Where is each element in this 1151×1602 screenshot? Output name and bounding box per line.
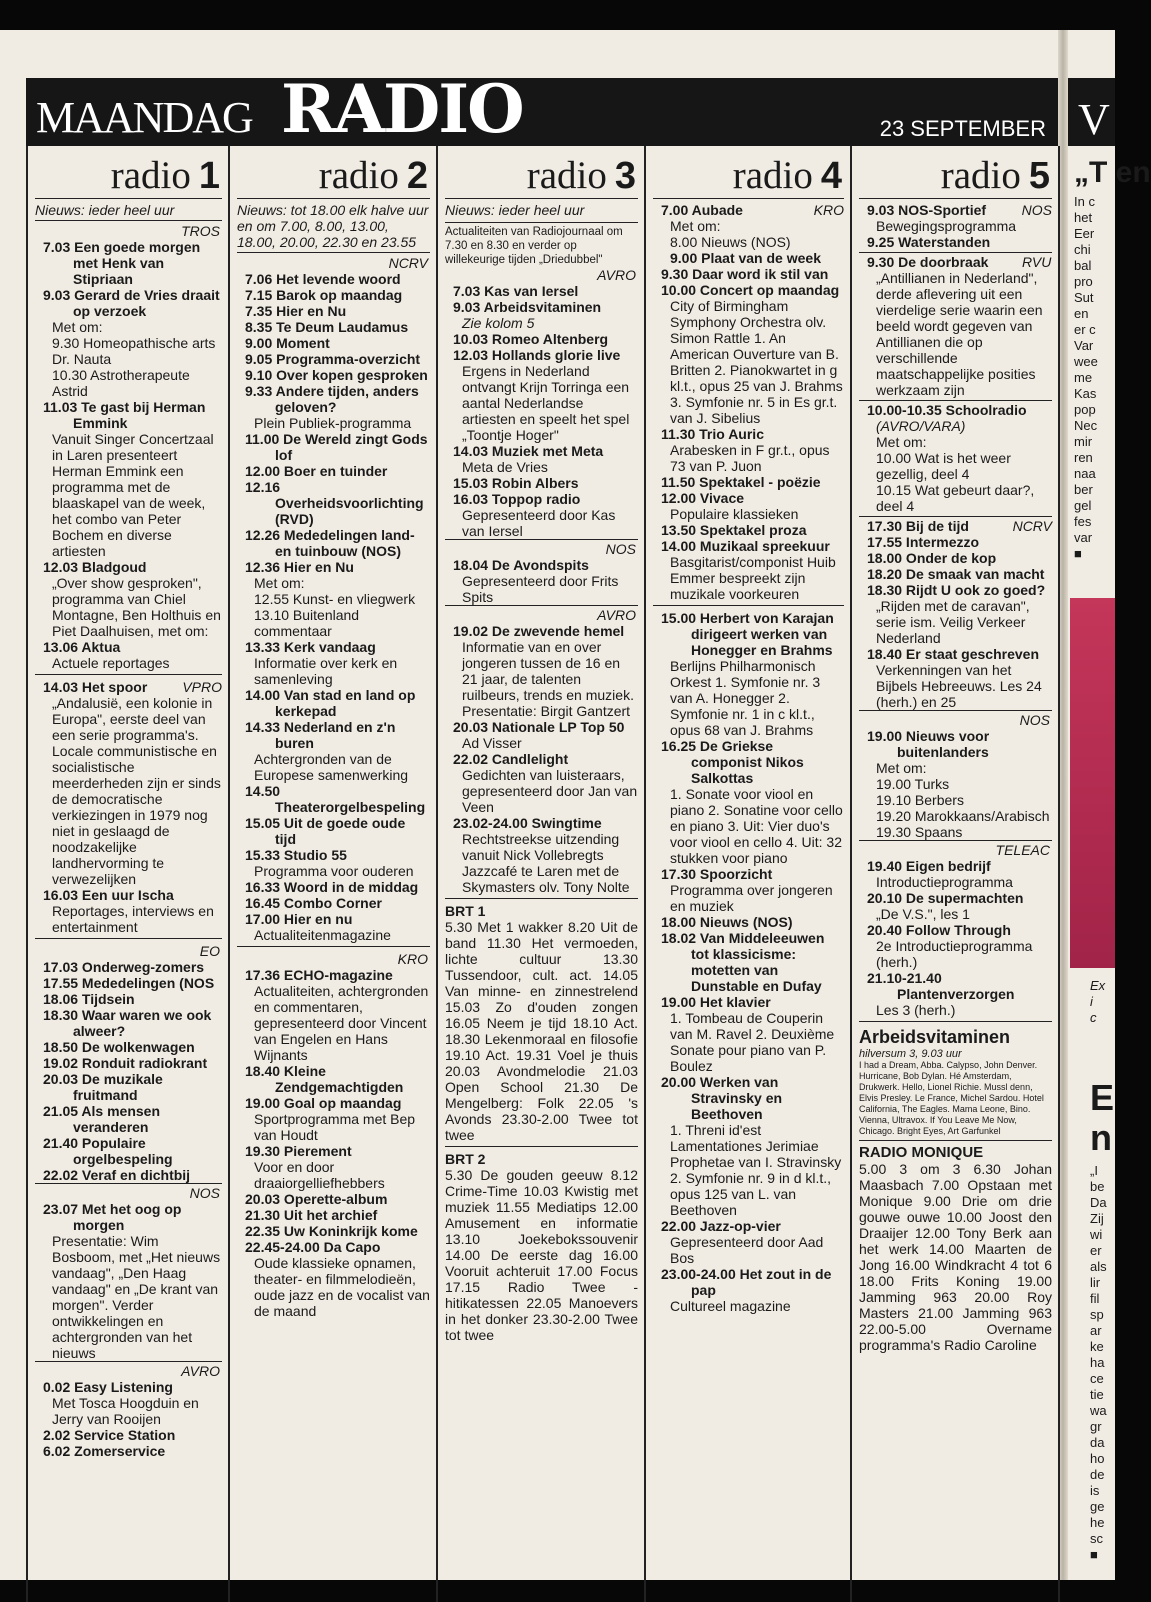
program-title: 19.40 Eigen bedrijf <box>859 858 1052 874</box>
program-title: 23.00-24.00 Het zout in de pap <box>653 1266 844 1298</box>
adjacent-caption-line: c <box>1090 1010 1105 1026</box>
program-title: 17.55 Intermezzo <box>859 534 1052 550</box>
small-note: Actualiteiten van Radiojournaal om 7.30 en 8.30 en verder op willekeurige tijden „Driedubbel" <box>445 222 638 267</box>
program-title: 17.36 ECHO-magazine <box>237 967 430 983</box>
adjacent-text-line: wa <box>1090 1403 1120 1419</box>
program-desc: Met om: <box>237 575 430 591</box>
program-desc: 19.20 Marokkaans/Arabisch <box>859 808 1052 824</box>
adjacent-headline-2 <box>1090 1078 1114 1158</box>
program-title: 22.02 Veraf en dichtbij <box>35 1167 222 1183</box>
program-title: 14.50 Theaterorgelbespeling <box>237 783 430 815</box>
program-title: 6.02 Zomerservice <box>35 1443 222 1459</box>
adjacent-caption <box>1090 978 1105 1026</box>
broadcaster: TELEAC <box>859 840 1052 858</box>
news-note: Nieuws: ieder heel uur <box>35 202 222 221</box>
program-title: 17.55 Mededelingen (NOS <box>35 975 222 991</box>
channel-number: 1 <box>199 155 220 197</box>
program-desc: Informatie over kerk en samenleving <box>237 655 430 687</box>
divider <box>859 400 1052 401</box>
adjacent-headline-line: E <box>1090 1078 1114 1118</box>
radio1-header <box>35 146 222 199</box>
broadcaster: AVRO <box>445 605 638 623</box>
program-title: 14.03 Het spoor VPRO <box>35 679 222 695</box>
program-desc: Met om: <box>653 218 844 234</box>
program-desc: 1. Tombeau de Couperin van M. Ravel 2. Deuxième Sonate pour piano van P. Boulez <box>653 1010 844 1074</box>
program-title: 17.03 Onderweg-zomers <box>35 959 222 975</box>
program-desc: Actualiteiten, achtergronden en commentaren, gepresenteerd door Vincent van Engelen en Hans Wijnants <box>237 983 430 1063</box>
adjacent-banner: V <box>1068 78 1115 146</box>
program-title: 9.05 Programma-overzicht <box>237 351 430 367</box>
program-desc: Gepresenteerd door Kas van Iersel <box>445 507 638 539</box>
program-desc: Informatie van en over jongeren tussen de 16 en 21 jaar, de talenten ruilbeurs, trends en muziek. Presentatie: Birgit Gantzert <box>445 639 638 719</box>
program-title: 9.33 Andere tijden, anders geloven? <box>237 383 430 415</box>
adjacent-text-line: gr <box>1090 1419 1120 1435</box>
program-desc: Actualiteitenmagazine <box>237 927 430 943</box>
broadcaster: KRO <box>237 951 430 967</box>
program-title: 11.50 Spektakel - poëzie <box>653 474 844 490</box>
broadcaster: NCRV <box>237 255 430 271</box>
channel-name: radio <box>527 154 607 197</box>
radio3-column <box>438 146 646 1602</box>
adjacent-text-line: fil <box>1090 1291 1120 1307</box>
program-title: 15.00 Herbert von Karajan dirigeert werken van Honegger en Brahms <box>653 610 844 658</box>
adjacent-text-line: ke <box>1090 1339 1120 1355</box>
adjacent-text-line: lir <box>1090 1275 1120 1291</box>
program-title: 19.00 Nieuws voor buitenlanders <box>859 728 1052 760</box>
program-title: 21.10-21.40 Plantenverzorgen <box>859 970 1052 1002</box>
program-title: 18.00 Nieuws (NOS) <box>653 914 844 930</box>
program-title: 20.03 Operette-album <box>237 1191 430 1207</box>
adjacent-text-line: Var <box>1074 338 1115 354</box>
program-title: 9.30 De doorbraak RVU <box>859 254 1052 270</box>
adjacent-text-line: Zij <box>1090 1211 1120 1227</box>
program-title: 21.40 Populaire orgelbespeling <box>35 1135 222 1167</box>
adjacent-text-line: Nec <box>1074 418 1115 434</box>
program-title: 11.00 De Wereld zingt Gods lof <box>237 431 430 463</box>
program-title: 18.40 Kleine Zendgemachtigden <box>237 1063 430 1095</box>
divider <box>445 1146 638 1147</box>
program-desc: Voor en door draaiorgelliefhebbers <box>237 1159 430 1191</box>
program-title: 10.00 Concert op maandag <box>653 282 844 298</box>
program-desc: 10.30 Astrotherapeute Astrid <box>35 367 222 399</box>
program-title: 19.02 De zwevende hemel <box>445 623 638 639</box>
program-title: 19.00 Goal op maandag <box>237 1095 430 1111</box>
program-desc: Met om: <box>859 434 1052 450</box>
program-columns <box>26 146 1058 1602</box>
adjacent-text-line: ber <box>1074 482 1115 498</box>
adjacent-text-line: sp <box>1090 1307 1120 1323</box>
program-title: 22.45-24.00 Da Capo <box>237 1239 430 1255</box>
program-title: 18.06 Tijdsein <box>35 991 222 1007</box>
program-title: 9.03 NOS-Sportief NOS <box>859 202 1052 218</box>
radio3-header <box>445 146 638 199</box>
program-title: 7.00 Aubade KRO <box>653 202 844 218</box>
program-desc: 10.15 Wat gebeurt daar?, deel 4 <box>859 482 1052 514</box>
adjacent-text-line: ■ <box>1074 546 1115 562</box>
program-title: 14.33 Nederland en z'n buren <box>237 719 430 751</box>
program-title: 7.03 Een goede morgen met Henk van Stipriaan <box>35 239 222 287</box>
program-title: 13.33 Kerk vandaag <box>237 639 430 655</box>
divider <box>859 1021 1052 1022</box>
program-desc: Met om: <box>859 760 1052 776</box>
program-title: 20.03 De muzikale fruitmand <box>35 1071 222 1103</box>
radio4-header <box>653 146 844 199</box>
program-title: 20.03 Nationale LP Top 50 <box>445 719 638 735</box>
channel-number: 5 <box>1029 155 1050 197</box>
adjacent-text-line: mir <box>1074 434 1115 450</box>
adjacent-text-line: me <box>1074 370 1115 386</box>
arbeidsvitaminen-playlist: I had a Dream, Abba. Calypso, John Denver. Hurricane, Bob Dylan. Hé Amsterdam, Drukwerk. Hello, Lionel Richie. Mussl denn, Elvis Presley. Le France, Michel Sardou. Hotel California, The Eagles. Mama Leone, Bino. Vienna, Ultravox. If You Leave Me Now, Chicago. Bright Eyes, Art Garfunkel <box>859 1060 1052 1137</box>
program-desc: Ergens in Nederland ontvangt Krijn Torringa een aantal Nederlandse artiesten en speelt het spel „Toontje Hoger" <box>445 363 638 443</box>
program-title: 18.00 Onder de kop <box>859 550 1052 566</box>
program-title: 9.03 Gerard de Vries draait op verzoek <box>35 287 222 319</box>
program-title: 19.30 Pierement <box>237 1143 430 1159</box>
program-desc: 8.00 Nieuws (NOS) <box>653 234 844 250</box>
adjacent-caption-line: i <box>1090 994 1105 1010</box>
adjacent-text-line: en <box>1074 306 1115 322</box>
program-title: 18.04 De Avondspits <box>445 557 638 573</box>
program-title: 12.26 Mededelingen land- en tuinbouw (NOS) <box>237 527 430 559</box>
arbeidsvitaminen-heading: Arbeidsvitaminen <box>859 1026 1052 1048</box>
adjacent-text-line: ha <box>1090 1355 1120 1371</box>
adjacent-text-line: naa <box>1074 466 1115 482</box>
broadcaster: NOS <box>35 1183 222 1201</box>
program-title: 0.02 Easy Listening <box>35 1379 222 1395</box>
program-desc: Programma over jongeren en muziek <box>653 882 844 914</box>
program-title: 7.35 Hier en Nu <box>237 303 430 319</box>
program-title: 22.00 Jazz-op-vier <box>653 1218 844 1234</box>
program-desc: Programma voor ouderen <box>237 863 430 879</box>
adjacent-text-line: Sut <box>1074 290 1115 306</box>
program-title: 2.02 Service Station <box>35 1427 222 1443</box>
program-title: 18.20 De smaak van macht <box>859 566 1052 582</box>
program-desc: Presentatie: Wim Bosboom, met „Het nieuws vandaag", „Den Haag vandaag" en „De krant van morgen". Verder ontwikkelingen en achtergronden van het nieuws <box>35 1233 222 1361</box>
program-title: 20.00 Werken van Stravinsky en Beethoven <box>653 1074 844 1122</box>
adjacent-text-line: ■ <box>1090 1547 1120 1563</box>
divider <box>859 252 1052 253</box>
program-title: 15.33 Studio 55 <box>237 847 430 863</box>
program-title: 12.16 Overheidsvoorlichting (RVD) <box>237 479 430 527</box>
news-note: Nieuws: ieder heel uur <box>445 202 638 220</box>
adjacent-text-line: pop <box>1074 402 1115 418</box>
program-desc: Verkenningen van het Bijbels Hebreeuws. Les 24 (herh.) en 25 <box>859 662 1052 710</box>
adjacent-caption-line: Ex <box>1090 978 1105 994</box>
program-desc: Gedichten van luisteraars, gepresenteerd door Jan van Veen <box>445 767 638 815</box>
channel-name: radio <box>319 154 399 197</box>
program-title: 20.10 De supermachten <box>859 890 1052 906</box>
page-title: RADIO <box>281 76 523 142</box>
broadcaster: NOS <box>859 710 1052 728</box>
program-desc: 10.00 Wat is het weer gezellig, deel 4 <box>859 450 1052 482</box>
program-title: 12.03 Bladgoud <box>35 559 222 575</box>
news-note: Nieuws: tot 18.00 elk halve uur en om 7.00, 8.00, 13.00, 18.00, 20.00, 22.30 en 23.55 <box>237 202 430 253</box>
program-desc: Met Tosca Hoogduin en Jerry van Rooijen <box>35 1395 222 1427</box>
program-title: 7.15 Barok op maandag <box>237 287 430 303</box>
adjacent-text-line: pro <box>1074 274 1115 290</box>
program-title: 10.03 Romeo Altenberg <box>445 331 638 347</box>
program-title: 8.35 Te Deum Laudamus <box>237 319 430 335</box>
program-desc: „De V.S.", les 1 <box>859 906 1052 922</box>
adjacent-text-line: „I <box>1090 1163 1120 1179</box>
adjacent-text-line: In c <box>1074 194 1115 210</box>
program-desc: Reportages, interviews en entertainment <box>35 903 222 935</box>
program-title: 9.10 Over kopen gesproken <box>237 367 430 383</box>
program-desc: Plein Publiek-programma <box>237 415 430 431</box>
adjacent-text-line: he <box>1090 1515 1120 1531</box>
program-title: 18.30 Waar waren we ook alweer? <box>35 1007 222 1039</box>
brt1-schedule: 5.30 Met 1 wakker 8.20 Uit de band 11.30 Het vermoeden, lichte cultuur 13.30 Tussendoor, cult. act. 14.05 Van minne- en zinnestrelend 15.03 Zo d'ouden zongen 16.05 Neem je tijd 18.10 Act. 18.30 Lekenmoraal en filosofie 19.10 Act. 19.31 Voel je thuis 20.03 Avondmelodie 21.03 Open School 21.30 De Mengelberg: Folk 22.05 's Avonds 23.30-2.00 Twee tot twee <box>445 919 638 1143</box>
program-title: 14.03 Muziek met Meta <box>445 443 638 459</box>
radio5-column <box>852 146 1060 1602</box>
program-desc: Berlijns Philharmonisch Orkest 1. Symfonie nr. 3 van A. Honegger 2. Symfonie nr. 1 in c kl.t., opus 68 van J. Brahms <box>653 658 844 738</box>
radio-monique-schedule: 5.00 3 om 3 6.30 Johan Maasbach 7.00 Opstaan met Monique 9.00 Drie om drie gouwe ouwe 10.00 Joost den Draaijer 12.00 Tony Berk aan het werk 14.00 Maarten de Jong 16.00 Windkracht 4 tot 6 18.00 Frits Koning 19.00 Jamming 963 20.00 Roy Masters 21.00 Jamming 963 22.00-5.00 Overname programma's Radio Caroline <box>859 1161 1052 1353</box>
divider <box>445 898 638 899</box>
program-desc: Vanuit Singer Concertzaal in Laren presenteert Herman Emmink een programma met de blaaskapel van de week, het combo van Peter Bochem en diverse artiesten <box>35 431 222 559</box>
radio5-header <box>859 146 1052 199</box>
program-desc: „Andalusië, een kolonie in Europa", eerste deel van een serie programma's. Locale communistische en socialistische meerderheden zijn er sinds de democratische verkiezingen in 1979 nog niet in geslaagd de noodzakelijke landhervorming te verwezelijken <box>35 695 222 887</box>
program-desc: „Over show gesproken", programma van Chiel Montagne, Ben Holthuis en Piet Daalhuisen, met om: <box>35 575 222 639</box>
adjacent-text-line: gel <box>1074 498 1115 514</box>
program-title: 19.00 Het klavier <box>653 994 844 1010</box>
program-desc: Gepresenteerd door Frits Spits <box>445 573 638 605</box>
adjacent-photo <box>1070 598 1115 968</box>
channel-number: 2 <box>407 155 428 197</box>
program-desc: 19.10 Berbers <box>859 792 1052 808</box>
adjacent-text-line: Da <box>1090 1195 1120 1211</box>
adjacent-text-line: ce <box>1090 1371 1120 1387</box>
program-title: 21.30 Uit het archief <box>237 1207 430 1223</box>
divider <box>859 1140 1052 1141</box>
program-title: 9.03 Arbeidsvitaminen <box>445 299 638 315</box>
adjacent-text-line: wee <box>1074 354 1115 370</box>
broadcaster: NCRV <box>1043 518 1052 534</box>
divider <box>653 605 844 606</box>
program-desc: Bewegingsprogramma <box>859 218 1052 234</box>
program-desc: Cultureel magazine <box>653 1298 844 1314</box>
channel-number: 4 <box>821 155 842 197</box>
program-desc: 12.55 Kunst- en vliegwerk <box>237 591 430 607</box>
page-banner <box>26 78 1058 146</box>
adjacent-text-line: wi <box>1090 1227 1120 1243</box>
adjacent-headline-line: n <box>1090 1118 1114 1158</box>
adjacent-text-line: is <box>1090 1483 1120 1499</box>
program-title: 18.30 Rijdt U ook zo goed? <box>859 582 1052 598</box>
radio-monique-heading: RADIO MONIQUE <box>859 1145 1052 1161</box>
adjacent-text-line: er c <box>1074 322 1115 338</box>
adjacent-text-line: fes <box>1074 514 1115 530</box>
program-title: 17.30 Spoorzicht <box>653 866 844 882</box>
date-label: 23 SEPTEMBER <box>880 118 1046 140</box>
program-desc: (AVRO/VARA) <box>859 418 1052 434</box>
program-title: 10.00-10.35 Schoolradio <box>859 402 1052 418</box>
adjacent-text-line: ho <box>1090 1451 1120 1467</box>
adjacent-text-line: bal <box>1074 258 1115 274</box>
program-title: 12.00 Boer en tuinder <box>237 463 430 479</box>
program-title: 15.03 Robin Albers <box>445 475 638 491</box>
program-title: 9.30 Daar word ik stil van <box>653 266 844 282</box>
adjacent-text <box>1068 194 1115 562</box>
program-desc: Met om: <box>35 319 222 335</box>
brt2-heading: BRT 2 <box>445 1151 638 1167</box>
program-title: 11.03 Te gast bij Herman Emmink <box>35 399 222 431</box>
brt2-schedule: 5.30 De gouden geeuw 8.12 Crime-Time 10.03 Kwistig met muziek 11.55 Mediatips 12.00 Amusement en informatie 13.10 Joekebokssouvenir 14.00 De eerste dag 16.00 Vooruit achteruit 17.00 Focus 17.15 Radio Twee - hitikatessen 22.05 Manoevers in het donker 23.30-2.00 Twee tot twee <box>445 1167 638 1343</box>
program-desc: 1. Sonate voor viool en piano 2. Sonatine voor cello en piano 3. Uit: Vier duo's voor viool en cello 4. Uit: 32 stukken voor piano <box>653 786 844 866</box>
program-desc: 13.10 Buitenland commentaar <box>237 607 430 639</box>
program-desc: Actuele reportages <box>35 655 222 671</box>
program-title: 16.25 De Griekse componist Nikos Salkottas <box>653 738 844 786</box>
program-desc: Populaire klassieken <box>653 506 844 522</box>
program-title: 21.05 Als mensen veranderen <box>35 1103 222 1135</box>
brt1-heading: BRT 1 <box>445 903 638 919</box>
program-title: 23.07 Met het oog op morgen <box>35 1201 222 1233</box>
adjacent-headline: „T en <box>1068 158 1115 188</box>
program-title: 17.00 Hier en nu <box>237 911 430 927</box>
channel-name: radio <box>941 154 1021 197</box>
program-desc: Achtergronden van de Europese samenwerking <box>237 751 430 783</box>
adjacent-text-line: de <box>1090 1467 1120 1483</box>
program-desc: Ad Visser <box>445 735 638 751</box>
program-desc: Basgitarist/componist Huib Emmer bespreekt zijn muzikale voorkeuren <box>653 554 844 602</box>
program-desc: 2e Introductieprogramma (herh.) <box>859 938 1052 970</box>
adjacent-text-line: er <box>1090 1243 1120 1259</box>
channel-number: 3 <box>615 155 636 197</box>
program-desc: City of Birmingham Symphony Orchestra olv. Simon Rattle 1. An American Ouverture van B. Britten 2. Pianokwartet in g kl.t., opus 25 van J. Brahms 3. Symfonie nr. 5 in Es gr.t. van J. Sibelius <box>653 298 844 426</box>
program-title: 23.02-24.00 Swingtime <box>445 815 638 831</box>
broadcaster: TROS <box>35 223 222 239</box>
program-title: 7.06 Het levende woord <box>237 271 430 287</box>
adjacent-text-line: het <box>1074 210 1115 226</box>
adjacent-text-line: Kas <box>1074 386 1115 402</box>
program-desc: Introductieprogramma <box>859 874 1052 890</box>
program-title: 18.02 Van Middeleeuwen tot klassicisme: motetten van Dunstable en Dufay <box>653 930 844 994</box>
day-name: MAANDAG <box>36 96 252 140</box>
adjacent-text-line: chi <box>1074 242 1115 258</box>
adjacent-text-line: tie <box>1090 1387 1120 1403</box>
program-title: 16.03 Een uur Ischa <box>35 887 222 903</box>
adjacent-text-line: be <box>1090 1179 1120 1195</box>
program-title: 12.03 Hollands glorie live <box>445 347 638 363</box>
divider <box>237 946 430 947</box>
radio1-column <box>28 146 230 1602</box>
broadcaster: EO <box>35 943 222 959</box>
program-desc: Gepresenteerd door Aad Bos <box>653 1234 844 1266</box>
program-desc: Zie kolom 5 <box>445 315 638 331</box>
program-title: 17.30 Bij de tijd NCRV <box>859 518 1052 534</box>
broadcaster: NOS <box>445 539 638 557</box>
adjacent-text-2 <box>1090 1163 1120 1563</box>
program-desc: „Rijden met de caravan", serie ism. Veilig Verkeer Nederland <box>859 598 1052 646</box>
adjacent-text-line: Eer <box>1074 226 1115 242</box>
broadcaster: AVRO <box>445 267 638 283</box>
program-desc: Rechtstreekse uitzending vanuit Nick Vollebregts Jazzcafé te Laren met de Skymasters olv. Tony Nolte <box>445 831 638 895</box>
divider <box>35 674 222 675</box>
radio4-column <box>646 146 852 1602</box>
channel-name: radio <box>111 154 191 197</box>
adjacent-text-line: ren <box>1074 450 1115 466</box>
program-title: 14.00 Muzikaal spreekuur <box>653 538 844 554</box>
program-title: 14.00 Van stad en land op kerkepad <box>237 687 430 719</box>
adjacent-text-line: als <box>1090 1259 1120 1275</box>
program-title: 20.40 Follow Through <box>859 922 1052 938</box>
adjacent-page-edge <box>1068 78 1115 1580</box>
program-desc: 19.30 Spaans <box>859 824 1052 840</box>
program-title: 12.36 Hier en Nu <box>237 559 430 575</box>
divider <box>35 938 222 939</box>
radio2-header <box>237 146 430 199</box>
program-title: 9.25 Waterstanden <box>859 234 1052 250</box>
program-desc: Les 3 (herh.) <box>859 1002 1052 1018</box>
program-title: 9.00 Moment <box>237 335 430 351</box>
program-desc: 1. Threni id'est Lamentationes Jerimiae Prophetae van I. Stravinsky 2. Symfonie nr. 9 in d kl.t., opus 125 van L. van Beethoven <box>653 1122 844 1218</box>
program-title: 22.35 Uw Koninkrijk kome <box>237 1223 430 1239</box>
program-desc: Oude klassieke opnamen, theater- en filmmelodieën, oude jazz en de vocalist van de maand <box>237 1255 430 1319</box>
program-title: 12.00 Vivace <box>653 490 844 506</box>
program-desc: 9.00 Plaat van de week <box>653 250 844 266</box>
program-title: 11.30 Trio Auric <box>653 426 844 442</box>
program-title: 16.45 Combo Corner <box>237 895 430 911</box>
program-title: 22.02 Candlelight <box>445 751 638 767</box>
broadcaster: VPRO <box>212 679 222 695</box>
program-title: 13.06 Aktua <box>35 639 222 655</box>
broadcaster: AVRO <box>35 1361 222 1379</box>
program-title: 18.50 De wolkenwagen <box>35 1039 222 1055</box>
program-title: 7.03 Kas van Iersel <box>445 283 638 299</box>
adjacent-text-line: ar <box>1090 1323 1120 1339</box>
program-desc: Meta de Vries <box>445 459 638 475</box>
channel-name: radio <box>733 154 813 197</box>
divider <box>859 516 1052 517</box>
adjacent-text-line: var <box>1074 530 1115 546</box>
program-desc: „Antillianen in Nederland", derde aflevering uit een vierdelige serie waarin een beeld wordt gegeven van Antillianen die op verschillende maatschappelijke posities werkzaam zijn <box>859 270 1052 398</box>
program-title: 16.03 Toppop radio <box>445 491 638 507</box>
adjacent-text-line: da <box>1090 1435 1120 1451</box>
newspaper-page <box>0 30 1115 1580</box>
program-desc: 9.30 Homeopathische arts Dr. Nauta <box>35 335 222 367</box>
program-desc: Arabesken in F gr.t., opus 73 van P. Juon <box>653 442 844 474</box>
program-title: 18.40 Er staat geschreven <box>859 646 1052 662</box>
radio2-column <box>230 146 438 1602</box>
program-desc: Sportprogramma met Bep van Houdt <box>237 1111 430 1143</box>
program-title: 13.50 Spektakel proza <box>653 522 844 538</box>
program-title: 15.05 Uit de goede oude tijd <box>237 815 430 847</box>
adjacent-text-line: ge <box>1090 1499 1120 1515</box>
program-title: 19.02 Ronduit radiokrant <box>35 1055 222 1071</box>
adjacent-text-line: sc <box>1090 1531 1120 1547</box>
program-title: 16.33 Woord in de middag <box>237 879 430 895</box>
program-desc: 19.00 Turks <box>859 776 1052 792</box>
arbeidsvitaminen-sub: hilversum 3, 9.03 uur <box>859 1048 1052 1060</box>
